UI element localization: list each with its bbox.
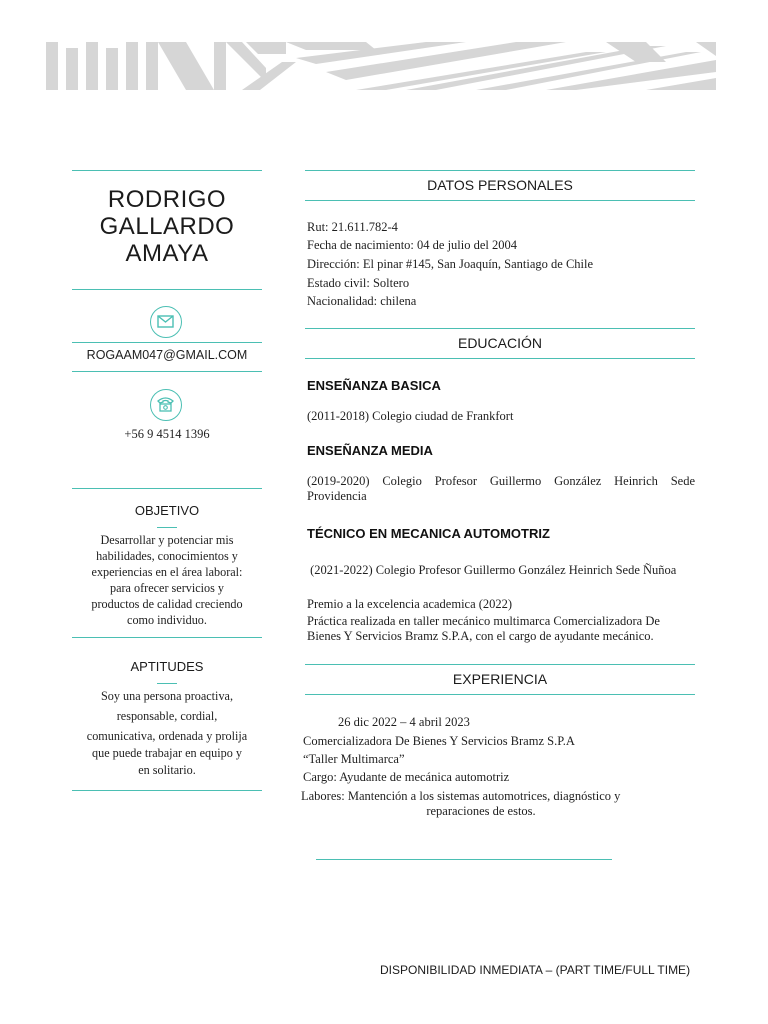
name-last: AMAYA [125, 240, 209, 267]
experiencia-workshop: “Taller Multimarca” [303, 752, 405, 766]
basica-title: ENSEÑANZA BASICA [307, 378, 441, 393]
experiencia-top-divider [305, 664, 695, 665]
educacion-bottom-divider [305, 358, 695, 359]
basica-text: (2011-2018) Colegio ciudad de Frankfort [307, 409, 514, 423]
personal-nationality: Nacionalidad: chilena [307, 294, 417, 308]
datos-bottom-divider [305, 200, 695, 201]
experiencia-title: EXPERIENCIA [452, 671, 548, 687]
email-top-divider [72, 342, 262, 343]
objetivo-line: Desarrollar y potenciar mis [100, 533, 234, 547]
aptitudes-line: responsable, cordial, [116, 709, 218, 723]
objetivo-line: productos de calidad creciendo [91, 597, 243, 611]
datos-top-divider [305, 170, 695, 171]
personal-civil-status: Estado civil: Soltero [307, 276, 410, 290]
aptitudes-title-underline [157, 683, 177, 684]
objetivo-line: como individuo. [127, 613, 207, 627]
experiencia-company: Comercializadora De Bienes Y Servicios Bramz S.P.A [303, 734, 575, 748]
tecnico-title: TÉCNICO EN MECANICA AUTOMOTRIZ [307, 526, 550, 541]
media-text: (2019-2020) Colegio Profesor Guillermo González Heinrich Sede Providencia [307, 474, 695, 503]
experiencia-dates: 26 dic 2022 – 4 abril 2023 [338, 715, 470, 729]
left-top-divider [72, 170, 262, 171]
tecnico-text: (2021-2022) Colegio Profesor Guillermo González Heinrich Sede Ñuñoa [307, 563, 677, 577]
experiencia-labores: Labores: Mantención a los sistemas automotrices, diagnóstico y [301, 789, 621, 803]
experiencia-role: Cargo: Ayudante de mecánica automotriz [303, 770, 510, 784]
aptitudes-line: comunicativa, ordenada y prolija [86, 729, 248, 743]
aptitudes-text [72, 688, 262, 779]
aptitudes-bottom-divider [72, 790, 262, 791]
aptitudes-line: que puede trabajar en equipo y [92, 746, 242, 760]
experiencia-bottom-divider [305, 694, 695, 695]
personal-birthdate: Fecha de nacimiento: 04 de julio del 2004 [307, 238, 518, 252]
phone-text[interactable]: +56 9 4514 1396 [124, 427, 210, 441]
objetivo-bottom-divider [72, 637, 262, 638]
envelope-icon [150, 306, 182, 338]
personal-address: Dirección: El pinar #145, San Joaquín, Santiago de Chile [307, 257, 594, 271]
objetivo-line: habilidades, conocimientos y [96, 549, 238, 563]
objetivo-line: experiencias en el área laboral: [91, 565, 243, 579]
availability-footer: DISPONIBILIDAD INMEDIATA – (PART TIME/FULL TIME) [380, 963, 691, 977]
telephone-icon [150, 389, 182, 421]
objetivo-top-divider [72, 488, 262, 489]
email-text[interactable]: ROGAAM047@GMAIL.COM [86, 348, 248, 362]
objetivo-line: para ofrecer servicios y [109, 581, 225, 595]
objetivo-text [72, 532, 262, 628]
candidate-name [72, 186, 262, 267]
aptitudes-line: en solitario. [138, 763, 196, 777]
media-title: ENSEÑANZA MEDIA [307, 443, 433, 458]
objetivo-title-underline [157, 527, 177, 528]
educacion-title: EDUCACIÓN [457, 335, 542, 351]
practica-text: Práctica realizada en taller mecánico multimarca Comercializadora De Bienes Y Servicios Bramz S.P.A, con el cargo de ayudante mecánico. [307, 614, 660, 643]
experiencia-end-divider [316, 859, 612, 860]
datos-personales-title: DATOS PERSONALES [427, 177, 573, 193]
premio-text: Premio a la excelencia academica (2022) [307, 597, 513, 611]
aptitudes-line: Soy una persona proactiva, [101, 689, 233, 703]
educacion-top-divider [305, 328, 695, 329]
personal-rut: Rut: 21.611.782-4 [307, 220, 398, 234]
name-middle: GALLARDO [99, 213, 235, 240]
objetivo-title: OBJETIVO [134, 503, 200, 518]
experiencia-labores-cont: reparaciones de estos. [426, 804, 536, 818]
aptitudes-title: APTITUDES [130, 659, 204, 674]
decorative-header-banner [46, 42, 716, 90]
name-first: RODRIGO [107, 186, 227, 213]
name-bottom-divider [72, 289, 262, 290]
email-bottom-divider [72, 371, 262, 372]
